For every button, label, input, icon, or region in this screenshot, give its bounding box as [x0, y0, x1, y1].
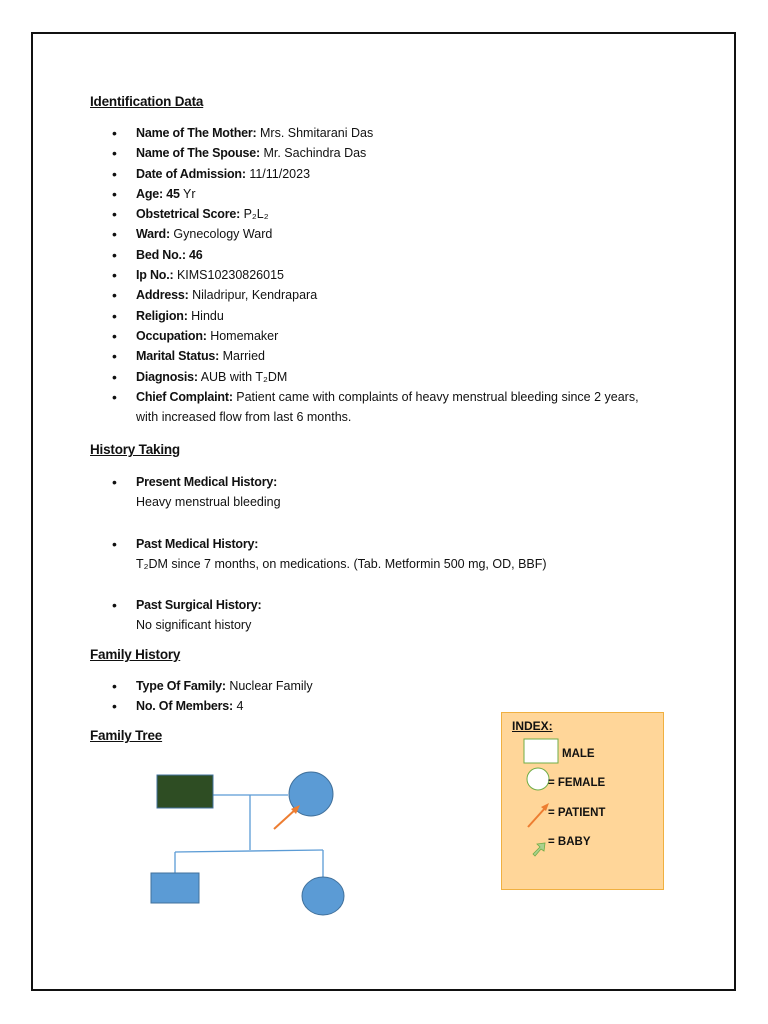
- list-item: • Date of Admission: 11/11/2023: [90, 164, 656, 184]
- baby-arrow-icon: [533, 843, 545, 856]
- list-item: • Diagnosis: AUB with T₂DM: [90, 367, 656, 387]
- list-item: • Name of The Mother: Mrs. Shmitarani Das: [90, 123, 656, 143]
- legend-male-label: MALE: [562, 748, 595, 760]
- daughter-female-node: [302, 877, 344, 915]
- son-male-node: [151, 873, 199, 903]
- legend-baby-label: = BABY: [548, 836, 591, 848]
- list-item: • Present Medical History: Heavy menstrual bleeding: [90, 472, 547, 513]
- identification-heading: Identification Data: [90, 94, 204, 109]
- list-item: • Chief Complaint: Patient came with complaints of heavy menstrual bleeding since 2 years, with increased flow from last 6 months.: [90, 387, 656, 428]
- identification-list: [90, 123, 656, 427]
- list-item: • Occupation: Homemaker: [90, 326, 656, 346]
- family-history-heading: Family History: [90, 647, 181, 662]
- family-history-list: [90, 676, 313, 717]
- list-item: • No. Of Members: 4: [90, 696, 313, 716]
- list-item: • Ip No.: KIMS10230826015: [90, 265, 656, 285]
- list-item: • Obstetrical Score: P₂L₂: [90, 204, 656, 224]
- patient-arrow-icon: [274, 809, 296, 829]
- list-item: • Address: Niladripur, Kendrapara: [90, 285, 656, 305]
- sibling-line: [175, 850, 323, 852]
- list-item: • Past Surgical History: No significant history: [90, 595, 547, 636]
- legend-symbols: [502, 713, 665, 891]
- history-taking-list: [90, 472, 547, 636]
- index-legend: [501, 712, 664, 890]
- list-item: • Bed No.: 46: [90, 245, 656, 265]
- family-tree-heading: Family Tree: [90, 728, 163, 743]
- female-symbol-icon: [527, 768, 549, 790]
- list-item: • Name of The Spouse: Mr. Sachindra Das: [90, 143, 656, 163]
- list-item: • Marital Status: Married: [90, 346, 656, 366]
- legend-patient-label: = PATIENT: [548, 807, 606, 819]
- patient-arrow-icon: [528, 807, 546, 827]
- list-item: • Past Medical History: T₂DM since 7 months, on medications. (Tab. Metformin 500 mg, OD, BBF): [90, 534, 547, 575]
- list-item: • Type Of Family: Nuclear Family: [90, 676, 313, 696]
- legend-female-label: = FEMALE: [548, 777, 606, 789]
- list-item: • Religion: Hindu: [90, 306, 656, 326]
- father-male-node: [157, 775, 213, 808]
- history-taking-heading: History Taking: [90, 442, 180, 457]
- list-item: • Age: 45 Yr: [90, 184, 656, 204]
- family-tree-diagram: [140, 760, 360, 920]
- list-item: • Ward: Gynecology Ward: [90, 224, 656, 244]
- male-symbol-icon: [524, 739, 558, 763]
- index-title: INDEX:: [512, 719, 553, 733]
